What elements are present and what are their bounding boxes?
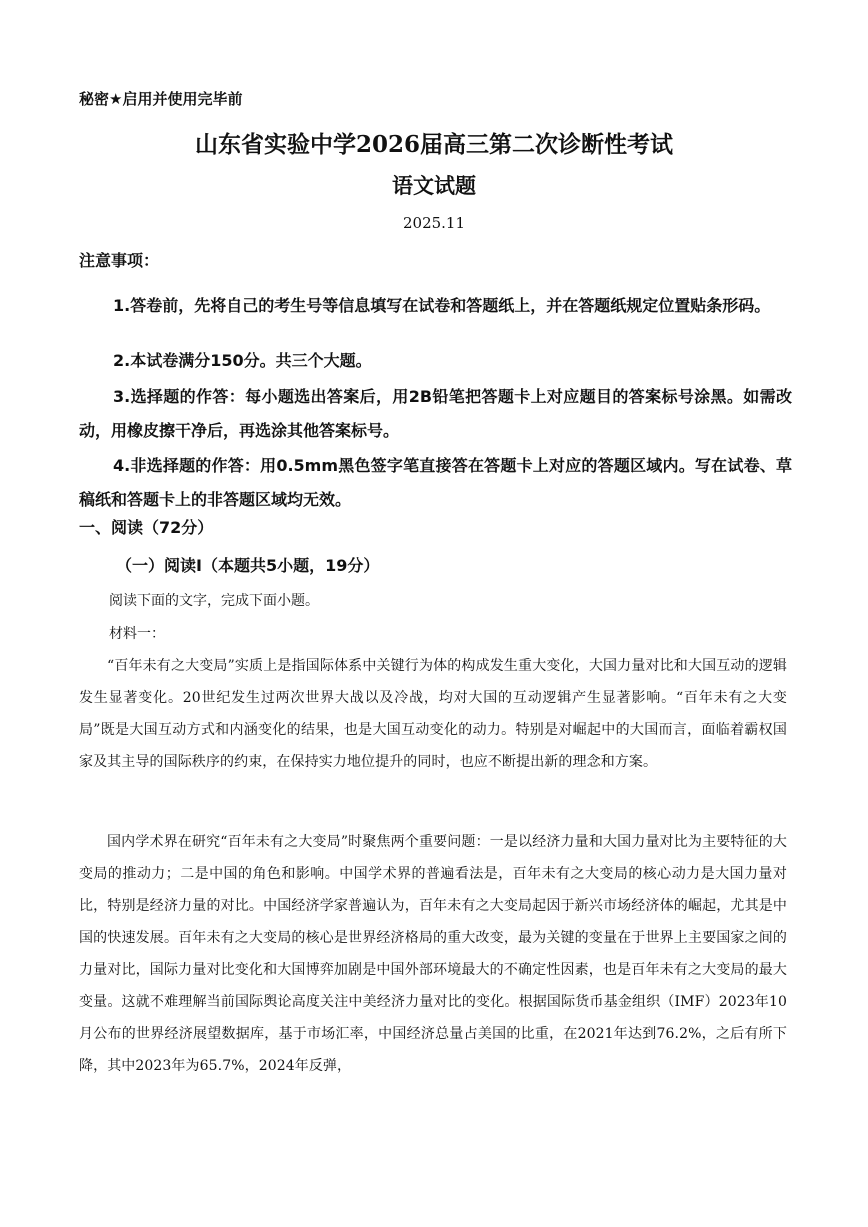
subject-title: 语文试题	[392, 173, 476, 198]
notice-item: 1.答卷前，先将自己的考生号等信息填写在试卷和答题纸上，并在答题纸规定位置贴条形码。	[113, 296, 771, 315]
reading-instruction: 阅读下面的文字，完成下面小题。	[109, 593, 319, 609]
notice-heading: 注意事项：	[79, 251, 160, 270]
material-label: 材料一：	[109, 626, 165, 642]
confidential-label: 秘密★启用并使用完毕前	[79, 90, 243, 108]
notice-item: 4.非选择题的作答：用0.5mm黑色签字笔直接答在答题卡上对应的答题区域内。写在试卷、草稿纸和答题卡上的非答题区域均无效。	[79, 456, 792, 509]
notice-item: 3.选择题的作答：每小题选出答案后，用2B铅笔把答题卡上对应题目的答案标号涂黑。如需改动，用橡皮擦干净后，再选涂其他答案标号。	[79, 387, 792, 440]
section-title: 一、阅读（72分）	[79, 518, 214, 537]
exam-title: 山东省实验中学2026届高三第二次诊断性考试	[194, 131, 673, 158]
notice-item: 2.本试卷满分150分。共三个大题。	[113, 351, 372, 370]
subsection-title: （一）阅读Ⅰ（本题共5小题，19分）	[116, 556, 380, 575]
body-paragraph: “百年未有之大变局”实质上是指国际体系中关键行为体的构成发生重大变化，大国力量对比和大国互动的逻辑发生显著变化。20世纪发生过两次世界大战以及冷战，均对大国的互动逻辑产生显著影响。“百年未有之大变局”既是大国互动方式和内涵变化的结果，也是大国互动变化的动力。特别是对崛起中的大国而言，面临着霸权国家及其主导的国际秩序的约束，在保持实力地位提升的同时，也应不断提出新的理念和方案。	[79, 658, 787, 770]
exam-date: 2025.11	[402, 214, 466, 232]
body-paragraph: 国内学术界在研究“百年未有之大变局”时聚焦两个重要问题：一是以经济力量和大国力量对比为主要特征的大变局的推动力；二是中国的角色和影响。中国学术界的普遍看法是，百年未有之大变局的核心动力是大国力量对比，特别是经济力量的对比。中国经济学家普遍认为，百年未有之大变局起因于新兴市场经济体的崛起，尤其是中国的快速发展。百年未有之大变局的核心是世界经济格局的重大改变，最为关键的变量在于世界上主要国家之间的力量对比，国际力量对比变化和大国博弈加剧是中国外部环境最大的不确定性因素，也是百年未有之大变局的最大变量。这就不难理解当前国际舆论高度关注中美经济力量对比的变化。根据国际货币基金组织（IMF）2023年10月公布的世界经济展望数据库，基于市场汇率，中国经济总量占美国的比重，在2021年达到76.2%，之后有所下降，其中2023年为65.7%，2024年反弹，	[79, 834, 787, 1074]
